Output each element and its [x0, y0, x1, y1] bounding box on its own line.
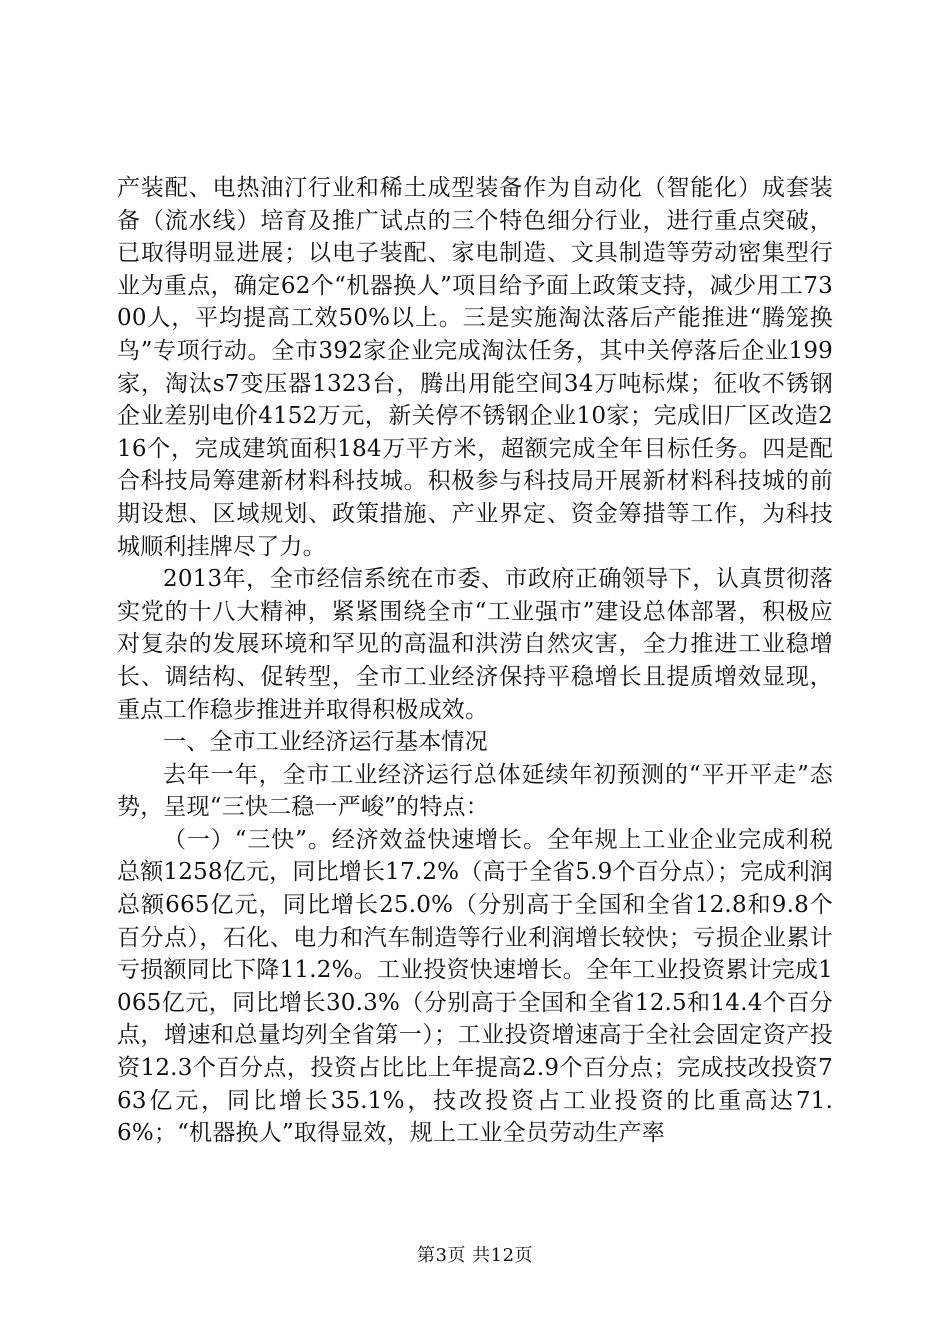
paragraph-overview: 去年一年，全市工业经济运行总体延续年初预测的“平开平走”态势，呈现“三快二稳一严峻”的特点：	[117, 761, 833, 821]
paragraph-continuation: 产装配、电热油汀行业和稀土成型装备作为自动化（智能化）成套装备（流水线）培育及推广试点的三个特色细分行业，进行重点突破，已取得明显进展；以电子装配、家电制造、文具制造等劳动密集型行业为重点，确定62个“机器换人”项目给予面上政策支持，减少用工7300人，平均提高工效50%以上。三是实施淘汰落后产能推进“腾笼换鸟”专项行动。全市392家企业完成淘汰任务，其中关停落后企业199家，淘汰s7变压器1323台，腾出用能空间34万吨标煤；征收不锈钢企业差别电价4152万元，新关停不锈钢企业10家；完成旧厂区改造216个，完成建筑面积184万平方米，超额完成全年目标任务。四是配合科技局筹建新材料科技城。积极参与科技局开展新材料科技城的前期设想、区域规划、政策措施、产业界定、资金筹措等工作，为科技城顺利挂牌尽了力。	[117, 175, 833, 560]
paragraph-three-fast: （一）“三快”。经济效益快速增长。全年规上工业企业完成利税总额1258亿元，同比增长17.2%（高于全省5.9个百分点）；完成利润总额665亿元，同比增长25.0%（分别高于全国和全省12.8和9.8个百分点），石化、电力和汽车制造等行业利润增长较快；亏损企业累计亏损额同比下降11.2%。工业投资快速增长。全年工业投资累计完成1065亿元，同比增长30.3%（分别高于全国和全省12.5和14.4个百分点，增速和总量均列全省第一）；工业投资增速高于全社会固定资产投资12.3个百分点，投资占比比上年提高2.9个百分点；完成技改投资763亿元，同比增长35.1%，技改投资占工业投资的比重高达71.6%；“机器换人”取得显效，规上工业全员劳动生产率	[117, 826, 833, 1147]
paragraph-2013-summary: 2013年，全市经信系统在市委、市政府正确领导下，认真贯彻落实党的十八大精神，紧紧围绕全市“工业强市”建设总体部署，积极应对复杂的发展环境和罕见的高温和洪涝自然灾害，全力推进工业稳增长、调结构、促转型，全市工业经济保持平稳增长且提质增效显现，重点工作稳步推进并取得积极成效。	[117, 566, 833, 723]
document-body	[117, 172, 833, 1150]
section-heading: 一、全市工业经济运行基本情况	[163, 729, 488, 756]
page-number-footer: 第3页 共12页	[416, 1245, 534, 1266]
